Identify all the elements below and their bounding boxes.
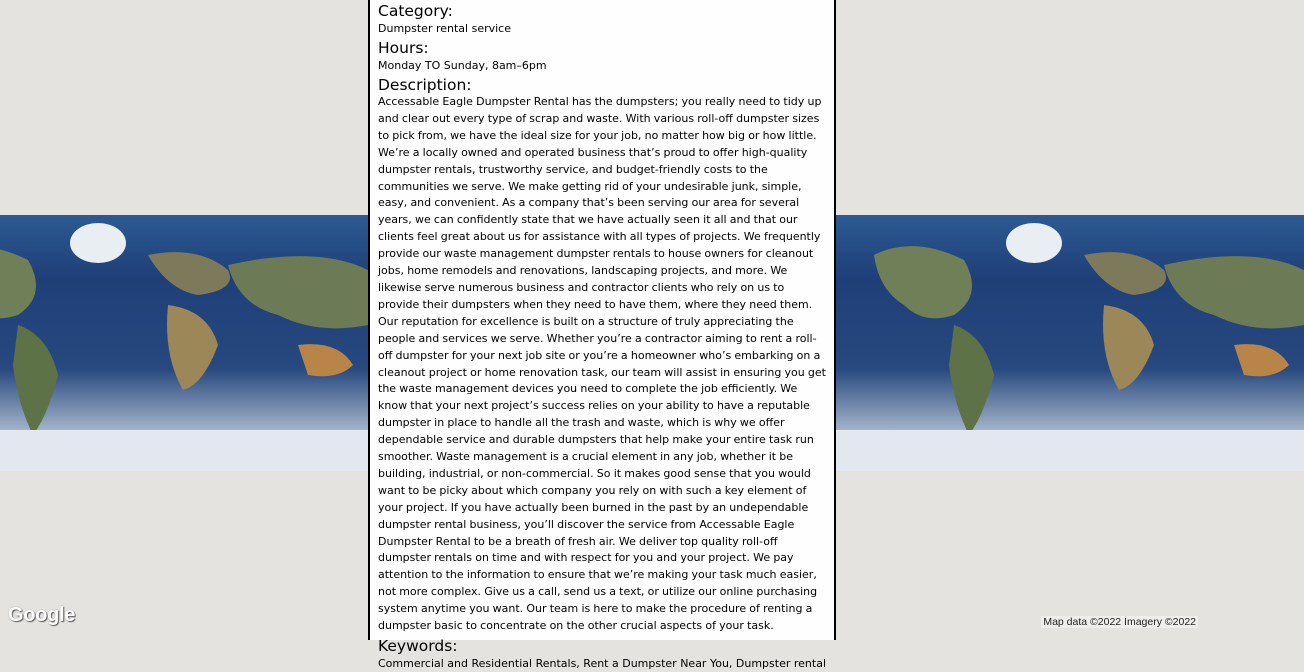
map-tile-left[interactable]: [0, 215, 368, 471]
hours-value: Monday TO Sunday, 8am–6pm: [378, 59, 547, 72]
category-label: Category:: [378, 2, 453, 20]
description-text: Accessable Eagle Dumpster Rental has the dumpsters; you really need to tidy up and clear out every type of scrap and waste. With various roll-off dumpster sizes to pick from, we have the ideal size for your job, no matter how big or how little. We’re a locally owned and operated business that’s proud to offer high-quality dumpster rentals, trustworthy service, and budget-friendly costs to the communities we serve. We make getting rid of your undesirable junk, simple, easy, and convenient. As a company that’s been serving our area for several years, we can confidently state that we have actually seen it all and that our clients feel great about us for assistance with all types of projects. We frequently provide our waste management dumpster rentals to house owners for cleanout jobs, home remodels and renovations, landscaping projects, and more. We likewise serve numerous business and contractor clients who rely on us to provide their dumpsters when they need to have them, where they need them. Our reputation for excellence is built on a structure of truly appreciating the people and services we serve. Whether you’re a contractor aiming to rent a roll-off dumpster for your next job site or you’re a homeowner who’s embarking on a cleanout project or home renovation task, our team will assist in ensuring you get the waste management devices you need to complete the job efficiently. We know that your next project’s success relies on your ability to have a reputable dumpster in place to handle all the trash and waste, which is why we offer dependable service and durable dumpsters that help make your entire task run smoother. Waste management is a crucial element in any job, whether it be building, industrial, or non-commercial. So it makes good sense that you would want to be picky about which company you rely on with such a key element of your project. If you have actually been burned in the past by an undependable dumpster rental business, you’ll discover the service from Accessable Eagle Dumpster Rental to be a breath of fresh air. We deliver top quality roll-off dumpster rentals on time and with respect for you and your project. We pay attention to the information to ensure that we’re making your task much easier, not more complex. Give us a call, send us a text, or utilize our online purchasing system anytime you want. Our team is here to make the procedure of renting a dumpster basic to concentrate on the other crucial aspects of your task.: [378, 95, 826, 633]
google-logo[interactable]: Google: [8, 604, 76, 626]
info-panel: [368, 0, 836, 670]
hours-label: Hours:: [378, 39, 429, 57]
map-tile-right[interactable]: [834, 215, 1304, 471]
map-attribution: Map data ©2022 Imagery ©2022: [1043, 616, 1196, 628]
keywords-label: Keywords:: [378, 637, 458, 655]
category-value: Dumpster rental service: [378, 22, 511, 35]
keywords-value: Commercial and Residential Rentals, Rent a Dumpster Near You, Dumpster rental: [378, 657, 827, 670]
description-label: Description:: [378, 76, 472, 94]
